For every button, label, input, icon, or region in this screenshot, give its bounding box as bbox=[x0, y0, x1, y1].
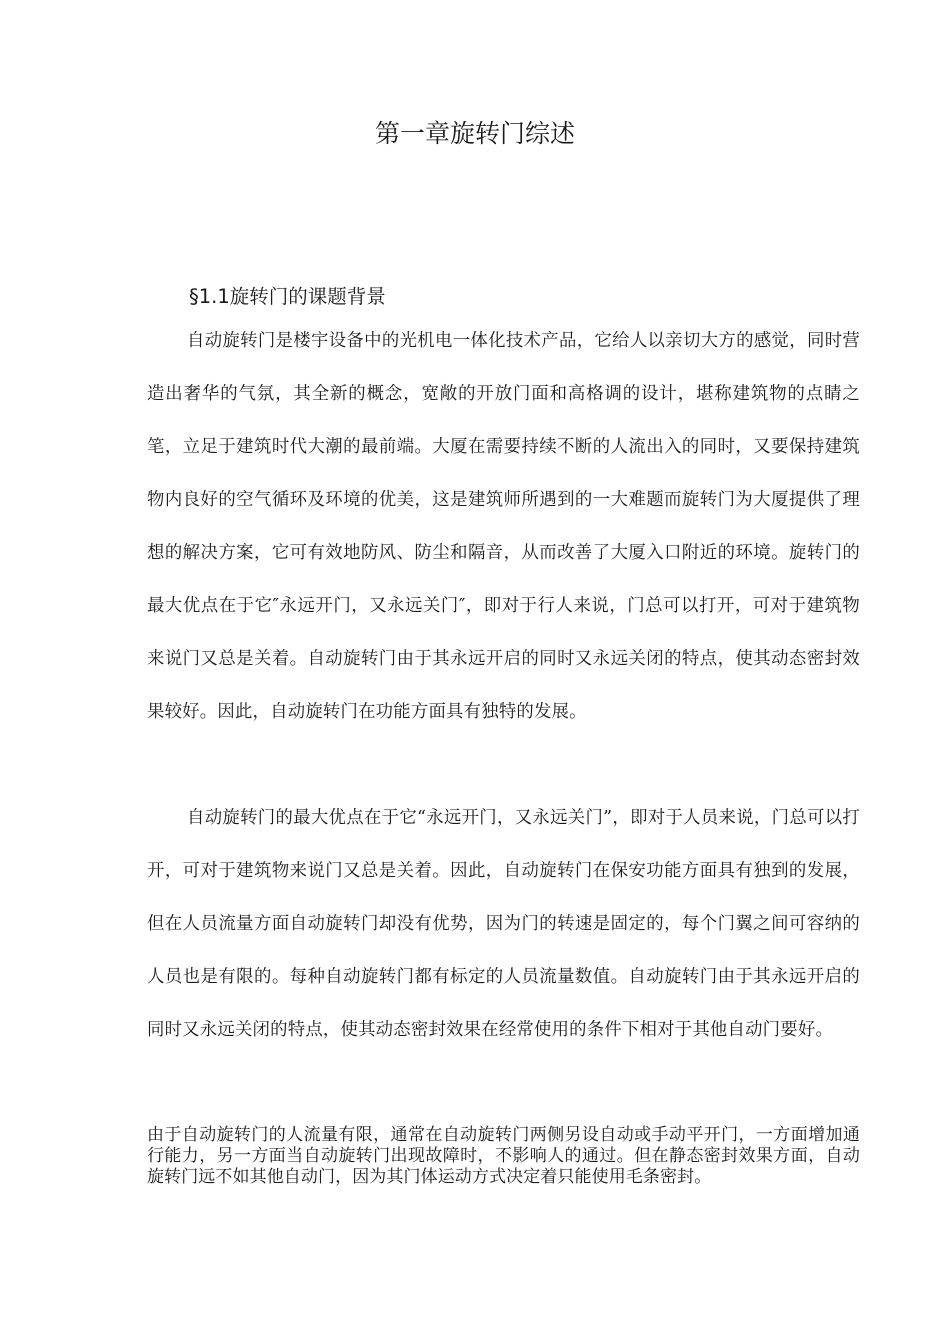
paragraph-advantages: 自动旋转门的最大优点在于它“永远开门，又永远关门”，即对于人员来说，门总可以打开，可对于建筑物来说门又总是关着。因此，自动旋转门在保安功能方面具有独到的发展，但在人员流量方面自动旋转门却没有优势，因为门的转速是固定的，每个门翼之间可容纳的人员也是有限的。每种自动旋转门都有标定的人员流量数值。自动旋转门由于其永远开启的同时又永远关闭的特点，使其动态密封效果在经常使用的条件下相对于其他自动门要好。 bbox=[147, 808, 860, 1040]
paragraph-intro: 自动旋转门是楼宇设备中的光机电一体化技术产品，它给人以亲切大方的感觉，同时营造出奢华的气氛，其全新的概念，宽敞的开放门面和高格调的设计，堪称建筑物的点睛之笔，立足于建筑时代大潮的最前端。大厦在需要持续不断的人流出入的同时，又要保持建筑物内良好的空气循环及环境的优美，这是建筑师所遇到的一大难题而旋转门为大厦提供了理想的解决方案，它可有效地防风、防尘和隔音，从而改善了大厦入口附近的环境。旋转门的最大优点在于它″永远开门，又永远关门″，即对于行人来说，门总可以打开，可对于建筑物来说门又总是关着。自动旋转门由于其永远开启的同时又永远关闭的特点，使其动态密封效果较好。因此，自动旋转门在功能方面具有独特的发展。 bbox=[147, 331, 860, 722]
chapter-title: 第一章旋转门综述 bbox=[374, 119, 575, 148]
paragraph-limitations: 由于自动旋转门的人流量有限，通常在自动旋转门两侧另设自动或手动平开门，一方面增加通行能力，另一方面当自动旋转门出现故障时，不影响人的通过。但在静态密封效果方面，自动旋转门远不如其他自动门，因为其门体运动方式决定着只能使用毛条密封。 bbox=[147, 1125, 860, 1187]
section-title: §1.1旋转门的课题背景 bbox=[189, 285, 386, 308]
